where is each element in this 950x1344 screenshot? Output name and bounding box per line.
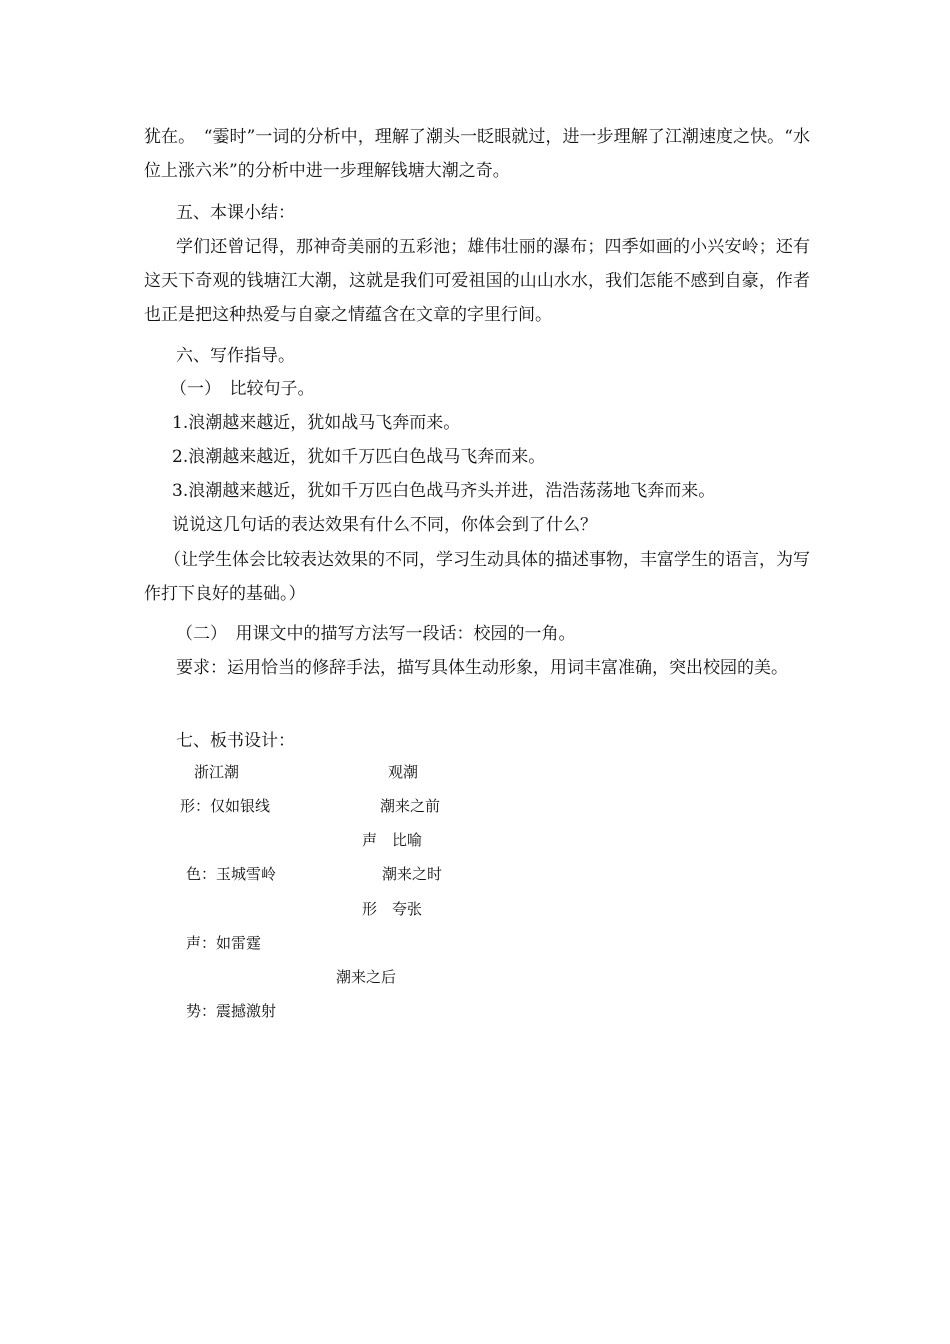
paragraph-analysis: 犹在。 “霎时”一词的分析中，理解了潮头一眨眼就过，进一步理解了江潮速度之快。“水位上涨六米”的分析中进一步理解钱塘大潮之奇。 <box>144 127 810 181</box>
writing-requirement: 要求：运用恰当的修辞手法，描写具体生动形象，用词丰富准确，突出校园的美。 <box>176 658 788 678</box>
compare-sentences-heading: （一） 比较句子。 <box>170 379 315 399</box>
teaching-note: （让学生体会比较表达效果的不同，学习生动具体的描述事物，丰富学生的语言，为写作打下良好的基础。） <box>144 550 810 604</box>
section-five-body: 学们还曾记得，那神奇美丽的五彩池；雄伟壮丽的瀑布；四季如画的小兴安岭；还有这天下奇观的钱塘江大潮，这就是我们可爱祖国的山山水水，我们怎能不感到自豪，作者也正是把这种热爱与自豪之情蕴含在文章的字里行间。 <box>144 237 810 325</box>
board-xing-kuazhang: 形 夸张 <box>362 900 423 918</box>
board-sheng: 声：如雷霆 <box>186 934 262 952</box>
compare-question: 说说这几句话的表达效果有什么不同，你体会到了什么？ <box>172 515 597 535</box>
board-right-title: 观潮 <box>388 763 419 781</box>
board-sheng-biyu: 声 比喻 <box>362 831 423 849</box>
compare-sentence-3: 3.浪潮越来越近，犹如千万匹白色战马齐头并进，浩浩荡荡地飞奔而来。 <box>172 481 716 501</box>
board-xing: 形：仅如银线 <box>180 797 271 815</box>
writing-task-heading: （二） 用课文中的描写方法写一段话：校园的一角。 <box>176 624 576 644</box>
section-five-heading: 五、本课小结： <box>176 203 295 223</box>
compare-sentence-2: 2.浪潮越来越近，犹如千万匹白色战马飞奔而来。 <box>172 447 546 467</box>
section-six-heading: 六、写作指导。 <box>176 346 295 366</box>
board-during: 潮来之时 <box>382 865 443 883</box>
board-before: 潮来之前 <box>380 797 441 815</box>
board-left-title: 浙江潮 <box>194 763 240 781</box>
board-se: 色：玉城雪岭 <box>186 865 277 883</box>
board-shi: 势：震撼激射 <box>186 1002 277 1020</box>
compare-sentence-1: 1.浪潮越来越近，犹如战马飞奔而来。 <box>172 413 461 433</box>
board-after: 潮来之后 <box>336 968 397 986</box>
section-seven-heading: 七、板书设计： <box>176 731 295 751</box>
